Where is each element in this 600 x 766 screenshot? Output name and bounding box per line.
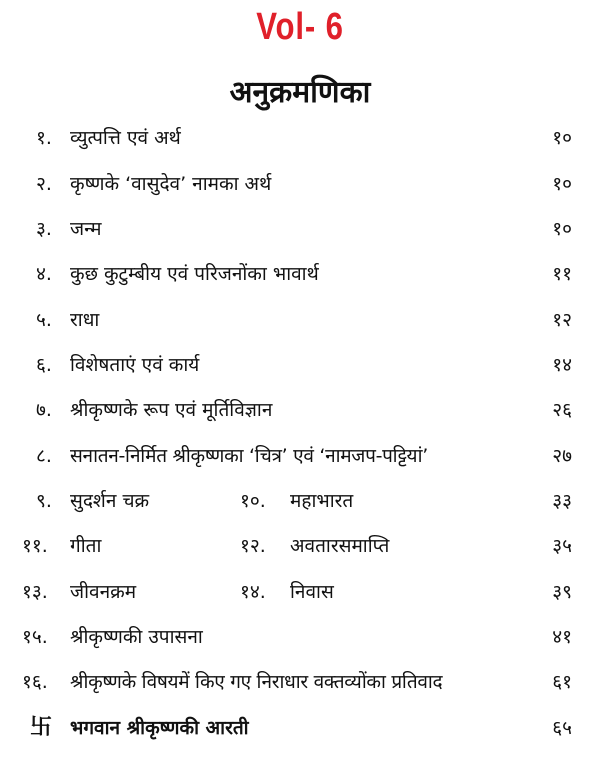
entry-page: २६	[552, 399, 572, 421]
entry-page: १२	[552, 309, 572, 331]
toc-entry	[0, 118, 600, 158]
toc-entry	[0, 617, 600, 657]
entry-page: १०	[552, 173, 572, 195]
entry-page: ३९	[552, 581, 572, 603]
entry-page: ६१	[552, 671, 572, 693]
entry-page: ४१	[552, 626, 572, 648]
entry-page: ११	[552, 263, 572, 285]
entry-number: ८.	[36, 445, 52, 467]
toc-entry	[0, 481, 600, 521]
entry-title-secondary: अवतारसमाप्ति	[290, 535, 390, 557]
entry-number-secondary: १२.	[240, 535, 266, 557]
entry-number: १.	[36, 127, 52, 149]
entry-number: १६.	[22, 671, 48, 693]
entry-title: कुछ कुटुम्बीय एवं परिजनोंका भावार्थ	[70, 263, 319, 285]
entry-page: ६५	[552, 717, 572, 739]
entry-title: विशेषताएं एवं कार्य	[70, 354, 200, 376]
entry-number-secondary: १०.	[240, 490, 266, 512]
entry-title: व्युत्पत्ति एवं अर्थ	[70, 127, 181, 149]
entry-number: ११.	[22, 535, 48, 557]
toc-entry	[0, 436, 600, 476]
entry-number-secondary: १४.	[240, 581, 266, 603]
entry-title: भगवान श्रीकृष्णकी आरती	[70, 717, 249, 739]
swastik-icon: 卐	[30, 715, 53, 740]
entry-page: ३३	[552, 490, 572, 512]
entry-number: ७.	[36, 399, 52, 421]
entry-title: श्रीकृष्णके विषयमें किए गए निराधार वक्तव्योंका प्रतिवाद	[70, 671, 443, 693]
toc-entry	[0, 708, 600, 748]
entry-number: ४.	[36, 263, 52, 285]
entry-page: १०	[552, 127, 572, 149]
entry-title: कृष्णके ‘वासुदेव’ नामका अर्थ	[70, 173, 272, 195]
entry-title: सनातन-निर्मित श्रीकृष्णका ‘चित्र’ एवं ‘नामजप-पट्टियां’	[70, 445, 428, 467]
entry-number: १५.	[22, 626, 48, 648]
page-title: अनुक्रमणिका	[229, 75, 371, 110]
toc-entry	[0, 345, 600, 385]
entry-page: २७	[552, 445, 572, 467]
entry-title-secondary: महाभारत	[290, 490, 354, 512]
entry-title: श्रीकृष्णके रूप एवं मूर्तिविज्ञान	[70, 399, 273, 421]
entry-number: २.	[36, 173, 52, 195]
toc-entry	[0, 209, 600, 249]
entry-number: १३.	[22, 581, 48, 603]
toc-entry	[0, 572, 600, 612]
toc-entry	[0, 300, 600, 340]
entry-title: राधा	[70, 309, 100, 331]
entry-title: जन्म	[70, 218, 102, 240]
entry-title-secondary: निवास	[290, 581, 334, 603]
toc-entry	[0, 254, 600, 294]
entry-page: १०	[552, 218, 572, 240]
toc-entry	[0, 662, 600, 702]
entry-number: ५.	[36, 309, 52, 331]
entry-number: ९.	[36, 490, 52, 512]
entry-page: ३५	[552, 535, 572, 557]
entry-number: ६.	[36, 354, 52, 376]
entry-title: सुदर्शन चक्र	[70, 490, 150, 512]
toc-entry	[0, 526, 600, 566]
entry-page: १४	[552, 354, 572, 376]
toc-entry	[0, 390, 600, 430]
entry-number: ३.	[36, 218, 52, 240]
entry-title: जीवनक्रम	[70, 581, 137, 603]
toc-entry	[0, 164, 600, 204]
entry-title: श्रीकृष्णकी उपासना	[70, 626, 203, 648]
volume-label: Vol- 6	[256, 6, 344, 48]
entry-title: गीता	[70, 535, 102, 557]
